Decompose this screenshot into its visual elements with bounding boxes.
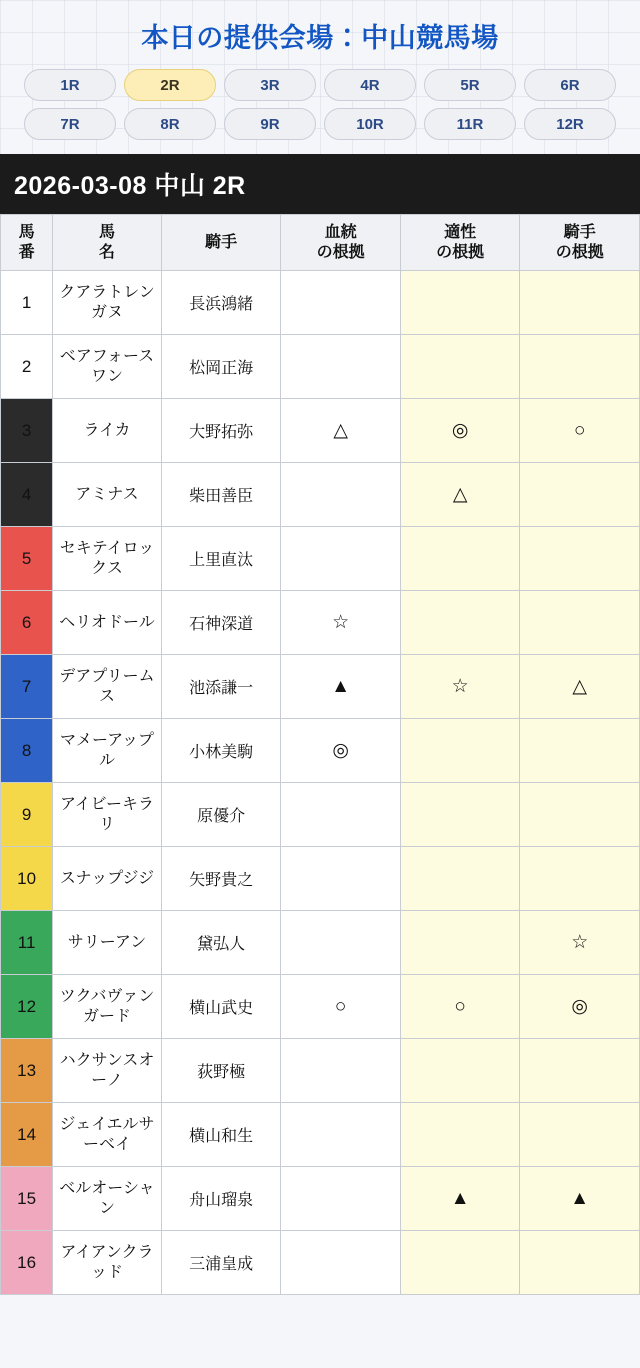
table-row[interactable] <box>1 527 640 591</box>
table-row[interactable] <box>1 847 640 911</box>
pedigree-mark <box>281 527 401 591</box>
jockey-name: 大野拓弥 <box>161 399 281 463</box>
horse-number: 2 <box>1 335 53 399</box>
page-title: 本日の提供会場：中山競馬場 <box>141 23 499 53</box>
aptitude-mark <box>400 847 520 911</box>
jockey-name: 上里直汰 <box>161 527 281 591</box>
pedigree-mark <box>281 847 401 911</box>
horse-number: 16 <box>1 1231 53 1295</box>
aptitude-mark: ▲ <box>400 1167 520 1231</box>
race-tab-11r[interactable]: 11R <box>424 108 516 140</box>
jockey-mark <box>520 847 640 911</box>
jockey-mark <box>520 783 640 847</box>
table-row[interactable] <box>1 1039 640 1103</box>
table-row[interactable] <box>1 1231 640 1295</box>
pedigree-mark <box>281 1039 401 1103</box>
pedigree-mark <box>281 1167 401 1231</box>
race-tab-list <box>0 69 640 154</box>
horse-name: ハクサンスオーノ <box>53 1039 162 1103</box>
column-header-line2: 名 <box>98 243 115 261</box>
aptitude-mark <box>400 719 520 783</box>
table-header-row <box>1 215 640 271</box>
jockey-mark <box>520 527 640 591</box>
table-head <box>1 215 640 271</box>
jockey-name: 矢野貴之 <box>161 847 281 911</box>
table-row[interactable] <box>1 655 640 719</box>
horse-name: アミナス <box>53 463 162 527</box>
horse-number: 11 <box>1 911 53 975</box>
race-tab-7r[interactable]: 7R <box>24 108 116 140</box>
jockey-name: 池添謙一 <box>161 655 281 719</box>
pedigree-mark: ○ <box>281 975 401 1039</box>
horse-name: ヘリオドール <box>53 591 162 655</box>
aptitude-mark: ◎ <box>400 399 520 463</box>
aptitude-mark <box>400 1231 520 1295</box>
table-row[interactable] <box>1 783 640 847</box>
race-tab-12r[interactable]: 12R <box>524 108 616 140</box>
aptitude-mark <box>400 591 520 655</box>
column-header-line1: 馬 <box>18 224 35 241</box>
table-row[interactable] <box>1 463 640 527</box>
table-row[interactable] <box>1 911 640 975</box>
horse-name: サリーアン <box>53 911 162 975</box>
jockey-mark <box>520 1103 640 1167</box>
horse-name: スナップジジ <box>53 847 162 911</box>
horse-number: 5 <box>1 527 53 591</box>
jockey-mark: ▲ <box>520 1167 640 1231</box>
table-row[interactable] <box>1 591 640 655</box>
jockey-name: 原優介 <box>161 783 281 847</box>
jockey-mark <box>520 591 640 655</box>
table-body <box>1 271 640 1295</box>
jockey-mark: ☆ <box>520 911 640 975</box>
jockey-name: 舟山瑠泉 <box>161 1167 281 1231</box>
jockey-name: 小林美駒 <box>161 719 281 783</box>
pedigree-mark: △ <box>281 399 401 463</box>
horse-number: 7 <box>1 655 53 719</box>
horse-number: 1 <box>1 271 53 335</box>
race-tab-8r[interactable]: 8R <box>124 108 216 140</box>
horse-number: 6 <box>1 591 53 655</box>
aptitude-mark <box>400 911 520 975</box>
pedigree-mark: ▲ <box>281 655 401 719</box>
table-row[interactable] <box>1 335 640 399</box>
jockey-name: 黛弘人 <box>161 911 281 975</box>
pedigree-mark: ◎ <box>281 719 401 783</box>
table-row[interactable] <box>1 719 640 783</box>
aptitude-mark <box>400 1103 520 1167</box>
column-header-line2: 番 <box>18 243 35 261</box>
column-header-line1: 血統 <box>324 224 357 241</box>
table-row[interactable] <box>1 975 640 1039</box>
horse-entry-table <box>0 214 640 1295</box>
horse-name: ジェイエルサーベイ <box>53 1103 162 1167</box>
horse-name: クアラトレンガヌ <box>53 271 162 335</box>
pedigree-mark: ☆ <box>281 591 401 655</box>
jockey-mark: ○ <box>520 399 640 463</box>
table-row[interactable] <box>1 1167 640 1231</box>
column-header-4 <box>400 215 520 271</box>
pedigree-mark <box>281 335 401 399</box>
horse-name: ツクバヴァンガード <box>53 975 162 1039</box>
horse-name: セキテイロックス <box>53 527 162 591</box>
column-header-line2: の根拠 <box>555 243 604 261</box>
horse-number: 15 <box>1 1167 53 1231</box>
aptitude-mark <box>400 783 520 847</box>
column-header-line1: 適性 <box>444 224 477 241</box>
race-tab-4r[interactable]: 4R <box>324 69 416 101</box>
table-row[interactable] <box>1 1103 640 1167</box>
race-tab-2r[interactable]: 2R <box>124 69 216 101</box>
horse-number: 9 <box>1 783 53 847</box>
horse-name: ベアフォースワン <box>53 335 162 399</box>
horse-name: アイアンクラッド <box>53 1231 162 1295</box>
jockey-name: 松岡正海 <box>161 335 281 399</box>
pedigree-mark <box>281 271 401 335</box>
horse-number: 13 <box>1 1039 53 1103</box>
column-header-0 <box>1 215 53 271</box>
column-header-line2: の根拠 <box>436 243 485 261</box>
race-tab-6r[interactable]: 6R <box>524 69 616 101</box>
race-tab-3r[interactable]: 3R <box>224 69 316 101</box>
race-header-bar: 2026-03-08 中山 2R <box>0 154 640 214</box>
jockey-mark: ◎ <box>520 975 640 1039</box>
horse-name: ライカ <box>53 399 162 463</box>
aptitude-mark: ☆ <box>400 655 520 719</box>
horse-number: 8 <box>1 719 53 783</box>
column-header-3 <box>281 215 401 271</box>
column-header-line1: 騎手 <box>563 224 596 241</box>
horse-number: 12 <box>1 975 53 1039</box>
column-header-2 <box>161 215 281 271</box>
jockey-mark <box>520 335 640 399</box>
jockey-mark <box>520 1231 640 1295</box>
column-header-5 <box>520 215 640 271</box>
pedigree-mark <box>281 1103 401 1167</box>
horse-name: デアプリームス <box>53 655 162 719</box>
horse-number: 10 <box>1 847 53 911</box>
pedigree-mark <box>281 463 401 527</box>
column-header-1 <box>53 215 162 271</box>
horse-number: 3 <box>1 399 53 463</box>
table-row[interactable] <box>1 399 640 463</box>
jockey-name: 柴田善臣 <box>161 463 281 527</box>
pedigree-mark <box>281 783 401 847</box>
table-row[interactable] <box>1 271 640 335</box>
horse-number: 4 <box>1 463 53 527</box>
column-header-line2: の根拠 <box>316 243 365 261</box>
jockey-name: 横山武史 <box>161 975 281 1039</box>
column-header-line1: 馬 <box>98 224 115 241</box>
jockey-mark <box>520 271 640 335</box>
jockey-mark <box>520 463 640 527</box>
jockey-name: 石神深道 <box>161 591 281 655</box>
column-header-line1: 騎手 <box>205 233 238 251</box>
horse-name: ベルオーシャン <box>53 1167 162 1231</box>
horse-name: マメーアップル <box>53 719 162 783</box>
aptitude-mark <box>400 1039 520 1103</box>
aptitude-mark <box>400 527 520 591</box>
jockey-mark <box>520 719 640 783</box>
jockey-name: 長浜鴻緒 <box>161 271 281 335</box>
race-tab-1r[interactable]: 1R <box>24 69 116 101</box>
jockey-mark: △ <box>520 655 640 719</box>
jockey-name: 三浦皇成 <box>161 1231 281 1295</box>
aptitude-mark: ○ <box>400 975 520 1039</box>
horse-name: アイビーキラリ <box>53 783 162 847</box>
race-tab-9r[interactable]: 9R <box>224 108 316 140</box>
jockey-mark <box>520 1039 640 1103</box>
race-tab-10r[interactable]: 10R <box>324 108 416 140</box>
pedigree-mark <box>281 911 401 975</box>
jockey-name: 横山和生 <box>161 1103 281 1167</box>
aptitude-mark <box>400 271 520 335</box>
jockey-name: 荻野極 <box>161 1039 281 1103</box>
horse-number: 14 <box>1 1103 53 1167</box>
aptitude-mark: △ <box>400 463 520 527</box>
race-tab-5r[interactable]: 5R <box>424 69 516 101</box>
aptitude-mark <box>400 335 520 399</box>
pedigree-mark <box>281 1231 401 1295</box>
